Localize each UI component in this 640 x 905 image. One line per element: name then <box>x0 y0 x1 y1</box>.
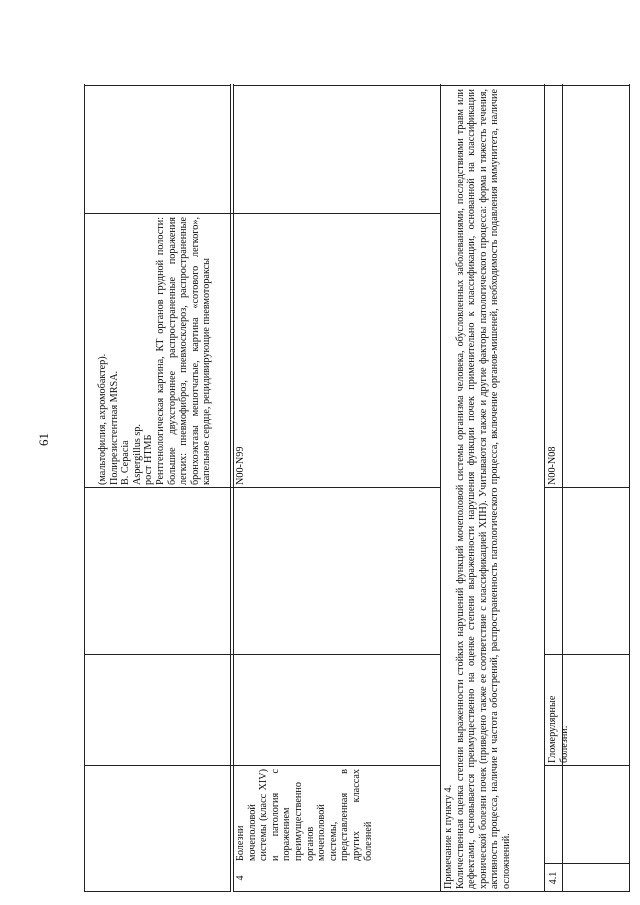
prev-row-line: Полирезистентная MRSA. <box>108 370 120 485</box>
prev-row-line: B. Cepacia <box>120 440 132 485</box>
row-4-name: Болезни мочеполовой системы (класс XIV) и патология с поражением преимущественно органов мочеполовой системы, представленная в других классах болезней <box>235 769 374 861</box>
row-4-number: 4 <box>235 875 246 881</box>
prev-row-line: Рентгенологическая картина, КТ органов грудной полости: большие двухстороннее распространенные поражения легких: пневмофиброз, пневмосклероз, распространенные бронхоэктазы мешотчатые, картина «сотового легкого», капельное сердце, рецидивирующие пневмотораксы <box>154 217 213 485</box>
row-4-1-number: 4.1 <box>548 871 559 885</box>
row-4-1-code: N00-N08 <box>547 446 558 485</box>
prev-row-line: (мальтофилия, ахромобактер). <box>97 353 108 485</box>
row-4-code: N00-N99 <box>235 446 246 485</box>
page-number: 61 <box>36 433 51 446</box>
note-title: Примечание к пункту 4. <box>443 784 454 889</box>
prev-row-description <box>96 214 230 488</box>
prev-row-line: Aspergillus sp. <box>131 424 143 485</box>
note <box>442 86 544 892</box>
rotated-page-content <box>84 84 630 892</box>
note-text: Количественная оценка степени выраженности стойких нарушений функций мочеполовой системы организма человека, обусловленных заболеваниями, последствиями травм или дефектами, основывается преимущественно на оценке степени выраженности нарушения функции почек применительно к классификации, основанной на классификации хронической болезни почек (приведено также ее соответствие с классификацией ХПН). Учитываются также и другие факторы патологического процесса: форма и тяжесть течения, активность процесса, наличие и частота обострений, распространенность патологического процесса, включение органов-мишеней, необходимость подавления иммунитета, наличие осложнений. <box>454 89 512 889</box>
row-4-1-name: Гломерулярные болезни. <box>547 695 570 763</box>
prev-row-line: рост НТМБ <box>143 434 155 485</box>
